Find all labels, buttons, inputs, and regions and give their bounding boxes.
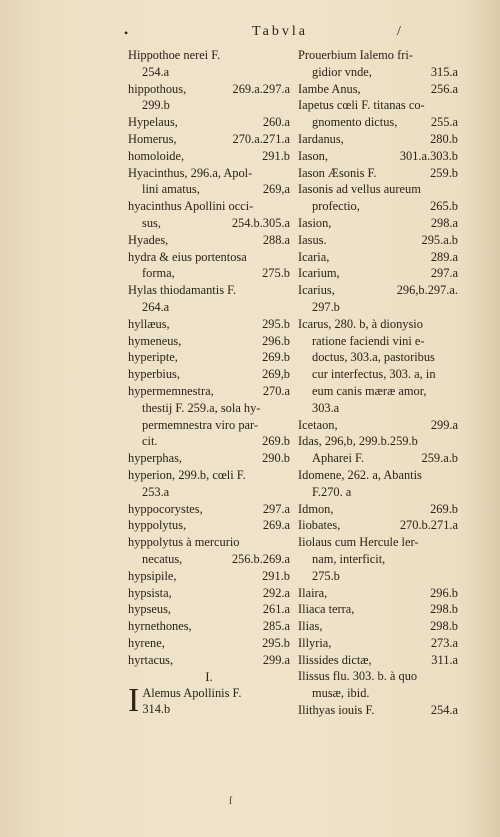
continuation-text: 303.a (312, 400, 340, 415)
continuation-text: lini amatus, (142, 182, 200, 197)
index-entry (298, 81, 458, 98)
index-entry (298, 47, 458, 64)
entry-reference (454, 433, 458, 450)
continuation-text: 275.b (312, 568, 340, 583)
entry-term: Iapetus cœli F. titanas co- (298, 98, 425, 113)
continuation-text: 254.a (142, 64, 170, 79)
continuation-reference: 315.a (430, 64, 458, 79)
entry-term: hyrnethones, (128, 619, 192, 634)
entry-reference: 295.b (262, 635, 290, 650)
right-column (298, 47, 458, 719)
entry-reference: 290.b (262, 451, 290, 466)
entry-reference: 285.a (262, 619, 290, 634)
bullet-mark: • (124, 26, 129, 40)
index-entry (298, 181, 458, 198)
entry-term: Ilissus flu. 303. b. à quo (298, 669, 418, 684)
continuation-reference: 255.a (430, 115, 458, 130)
continuation-text: profectio, (312, 199, 360, 214)
entry-term: hyppolytus, (128, 518, 187, 533)
entry-term: Idmon, (298, 501, 334, 516)
entry-continuation (298, 299, 458, 316)
continuation-text: 264.a (142, 299, 170, 314)
continuation-reference: 256.b.269.a (231, 551, 290, 566)
continuation-text: forma, (142, 266, 175, 281)
entry-reference (454, 97, 458, 114)
entry-reference: 296,b.297.a. (396, 283, 458, 298)
entry-term: hypermemnestra, (128, 383, 214, 398)
continuation-text: ratione faciendi vini e- (312, 333, 425, 348)
entry-term: Iiolaus cum Hercule ler- (298, 535, 419, 550)
entry-reference: 260.a (262, 115, 290, 130)
entry-reference (286, 282, 290, 299)
index-entry (298, 601, 458, 618)
entry-reference: 296.b (430, 585, 458, 600)
index-entry (298, 652, 458, 669)
continuation-text: doctus, 303.a, pastoribus (312, 350, 435, 365)
entry-continuation (298, 400, 458, 417)
index-entry (298, 282, 458, 299)
entry-continuation (128, 299, 290, 316)
index-entry (128, 316, 290, 333)
left-column (128, 47, 290, 720)
entry-term: hyppocorystes, (128, 501, 203, 516)
index-entry (128, 618, 290, 635)
index-entry (128, 81, 290, 98)
entry-term: hypsista, (128, 585, 172, 600)
entry-reference: 299.a (262, 652, 290, 667)
index-entry (128, 232, 290, 249)
entry-reference: 298.b (430, 619, 458, 634)
entry-term: Icetaon, (298, 417, 338, 432)
entry-reference: 269.b (430, 501, 458, 516)
index-entry (298, 467, 458, 484)
entry-reference: 259.b (430, 165, 458, 180)
entry-continuation (128, 181, 290, 198)
entry-continuation (128, 551, 290, 568)
index-entry (128, 585, 290, 602)
entry-term: hyrtacus, (128, 652, 174, 667)
entry-continuation (298, 450, 458, 467)
continuation-text: F.270. a (312, 484, 352, 499)
continuation-text: eum canis mæræ amor, (312, 383, 427, 398)
running-head: Tabvla (252, 24, 308, 39)
entry-reference: 261.a (262, 602, 290, 617)
index-entry (128, 517, 290, 534)
entry-term: Ilissides dictæ, (298, 652, 372, 667)
index-entry (128, 501, 290, 518)
continuation-text: Apharei F. (312, 451, 364, 466)
entry-reference (286, 165, 290, 182)
entry-term: Iasion, (298, 215, 332, 230)
entry-continuation (298, 568, 458, 585)
entry-continuation (128, 215, 290, 232)
index-entry (128, 148, 290, 165)
continuation-text: cit. (142, 434, 158, 449)
index-entry (298, 97, 458, 114)
entry-term: Iason Æsonis F. (298, 165, 377, 180)
index-entry (128, 198, 290, 215)
index-entry (298, 249, 458, 266)
entry-continuation (298, 349, 458, 366)
entry-reference: 270.a.271.a (232, 131, 290, 146)
entry-reference: 256.a (430, 81, 458, 96)
dropcap-entry (128, 682, 290, 720)
entry-reference (454, 534, 458, 551)
entry-term: Ilias, (298, 619, 323, 634)
index-entry (128, 568, 290, 585)
continuation-reference: 275.b (262, 266, 290, 281)
entry-continuation (128, 484, 290, 501)
entry-term: Hylas thiodamantis F. (128, 283, 237, 298)
entry-continuation (128, 417, 290, 434)
entry-reference: 280.b (430, 131, 458, 146)
entry-reference: 270.b.271.a (399, 518, 458, 533)
continuation-text: 253.a (142, 484, 170, 499)
continuation-reference: 259.a.b (421, 451, 458, 466)
entry-term: Icaria, (298, 249, 330, 264)
entry-continuation (128, 400, 290, 417)
entry-term: homoloide, (128, 148, 185, 163)
index-entry (298, 215, 458, 232)
index-entry (298, 265, 458, 282)
index-entry (128, 249, 290, 266)
index-entry (128, 601, 290, 618)
continuation-text: 297.b (312, 299, 340, 314)
entry-term: Ilithyas iouis F. (298, 703, 375, 718)
index-entry (298, 702, 458, 719)
entry-term: Homerus, (128, 131, 177, 146)
continuation-reference: 254.b.305.a (231, 215, 290, 230)
entry-continuation (298, 333, 458, 350)
entry-continuation (298, 685, 458, 702)
entry-reference (286, 47, 290, 64)
index-entry (128, 47, 290, 64)
footer-mark: ſ (229, 796, 232, 807)
index-entry (128, 652, 290, 669)
continuation-text: thestij F. 259.a, sola hy- (142, 400, 261, 415)
entry-term: hyacinthus Apollini occi- (128, 199, 254, 214)
index-entry (128, 114, 290, 131)
entry-reference (454, 668, 458, 685)
entry-reference: 288.a (262, 232, 290, 247)
index-entry (298, 534, 458, 551)
entry-continuation (128, 64, 290, 81)
entry-reference (286, 467, 290, 484)
entry-term: hyperbius, (128, 367, 180, 382)
continuation-reference: 265.b (430, 199, 458, 214)
entry-reference: 291.b (262, 148, 290, 163)
index-entry (298, 131, 458, 148)
entry-reference: 299.a (430, 417, 458, 432)
entry-term: hyperphas, (128, 451, 183, 466)
index-entry (128, 467, 290, 484)
continuation-text: 299.b (142, 98, 170, 113)
entry-term: Ilaira, (298, 585, 328, 600)
continuation-text: sus, (142, 215, 161, 230)
index-entry (298, 165, 458, 182)
entry-term: hyperipte, (128, 350, 178, 365)
index-entry (128, 282, 290, 299)
entry-reference (286, 198, 290, 215)
entry-term: Iiobates, (298, 518, 341, 533)
entry-reference: 311.a (431, 652, 458, 667)
dropcap-letter: I (128, 682, 140, 720)
entry-term: Prouerbium Ialemo fri- (298, 48, 413, 62)
entry-term: Iasus. (298, 232, 327, 247)
entry-term: Iambe Anus, (298, 81, 361, 96)
entry-reference: 289.a (430, 249, 458, 264)
entry-continuation (298, 114, 458, 131)
entry-term: hypseus, (128, 602, 172, 617)
entry-term: Hyacinthus, 296.a, Apol- (128, 165, 253, 180)
dropcap-text (142, 685, 290, 717)
index-entry (128, 349, 290, 366)
index-entry (128, 333, 290, 350)
index-entry (298, 417, 458, 434)
entry-term: Hippothoe nerei F. (128, 48, 221, 62)
entry-reference: 270.a (262, 383, 290, 398)
entry-continuation (298, 64, 458, 81)
entry-term: Iason, (298, 148, 328, 163)
entry-reference (454, 47, 458, 64)
index-entry (298, 148, 458, 165)
entry-reference: 297.a (262, 501, 290, 516)
entry-reference (286, 249, 290, 266)
entry-term: hymeneus, (128, 333, 182, 348)
index-entry (128, 534, 290, 551)
index-entry (298, 501, 458, 518)
entry-reference: 301.a.303.b (399, 148, 458, 163)
entry-term: hyppolytus à mercurio (128, 535, 240, 550)
index-entry (128, 635, 290, 652)
entry-continuation (298, 383, 458, 400)
index-entry (298, 433, 458, 450)
entry-reference: 298.a (430, 215, 458, 230)
entry-term: Iasonis ad vellus aureum (298, 182, 421, 197)
entry-continuation (298, 198, 458, 215)
dropcap-line-2: 314.b (142, 702, 171, 717)
entry-term: hyllæus, (128, 316, 170, 331)
entry-term: Idas, 296,b, 299.b.259.b (298, 434, 418, 449)
index-entry (128, 383, 290, 400)
entry-reference (286, 534, 290, 551)
entry-reference: 269.a (262, 518, 290, 533)
entry-reference (454, 181, 458, 198)
entry-reference: 269.b (262, 350, 290, 365)
index-entry (128, 165, 290, 182)
entry-reference: 254.a (430, 703, 458, 718)
entry-continuation (128, 265, 290, 282)
entry-term: hydra & eius portentosa (128, 249, 247, 264)
index-entry (298, 517, 458, 534)
entry-reference: 295.a.b (421, 232, 458, 247)
index-entry (298, 585, 458, 602)
entry-reference: 291.b (262, 568, 290, 583)
entry-reference: 296.b (262, 333, 290, 348)
continuation-text: gnomento dictus, (312, 115, 398, 130)
index-entry (128, 131, 290, 148)
entry-reference: 295.b (262, 316, 290, 331)
entry-term: Hyades, (128, 232, 169, 247)
section-letter: I. (205, 669, 213, 685)
entry-term: hyrene, (128, 635, 165, 650)
dropcap-line-1: Alemus Apollinis F. (142, 686, 242, 701)
entry-continuation (298, 366, 458, 383)
entry-continuation (298, 484, 458, 501)
continuation-text: gidior vnde, (312, 64, 372, 79)
index-entry (298, 668, 458, 685)
entry-reference: 269,b (262, 367, 290, 382)
entry-term: Icarus, 280. b, à dionysio (298, 316, 423, 331)
entry-term: Icarius, (298, 283, 335, 298)
entry-reference (454, 467, 458, 484)
entry-continuation (128, 97, 290, 114)
continuation-text: permemnestra viro par- (142, 417, 259, 432)
continuation-text: nam, interficit, (312, 551, 386, 566)
continuation-text: necatus, (142, 551, 183, 566)
entry-term: Iliaca terra, (298, 602, 355, 617)
index-entry (128, 366, 290, 383)
entry-reference: 298.b (430, 602, 458, 617)
continuation-reference: 269,a (262, 182, 290, 197)
entry-term: Illyria, (298, 635, 332, 650)
slash-mark: / (397, 24, 401, 39)
index-entry (298, 316, 458, 333)
entry-term: Iardanus, (298, 131, 344, 146)
index-entry (298, 618, 458, 635)
index-entry (128, 450, 290, 467)
entry-reference: 273.a (430, 635, 458, 650)
entry-continuation (298, 551, 458, 568)
continuation-text: musæ, ibid. (312, 686, 370, 701)
entry-term: hypsipile, (128, 568, 177, 583)
entry-continuation (128, 433, 290, 450)
index-entry (298, 232, 458, 249)
entry-term: Hypelaus, (128, 115, 178, 130)
entry-term: Icarium, (298, 266, 340, 281)
entry-term: Idomene, 262. a, Abantis (298, 467, 422, 482)
entry-reference (454, 316, 458, 333)
index-entry (298, 635, 458, 652)
continuation-text: cur interfectus, 303. a, in (312, 367, 436, 382)
entry-reference: 269.a.297.a (232, 81, 290, 96)
continuation-reference: 269.b (262, 434, 290, 449)
entry-reference: 292.a (262, 585, 290, 600)
entry-term: hyperion, 299.b, cœli F. (128, 467, 246, 482)
entry-term: hippothous, (128, 81, 187, 96)
entry-reference: 297.a (430, 266, 458, 281)
